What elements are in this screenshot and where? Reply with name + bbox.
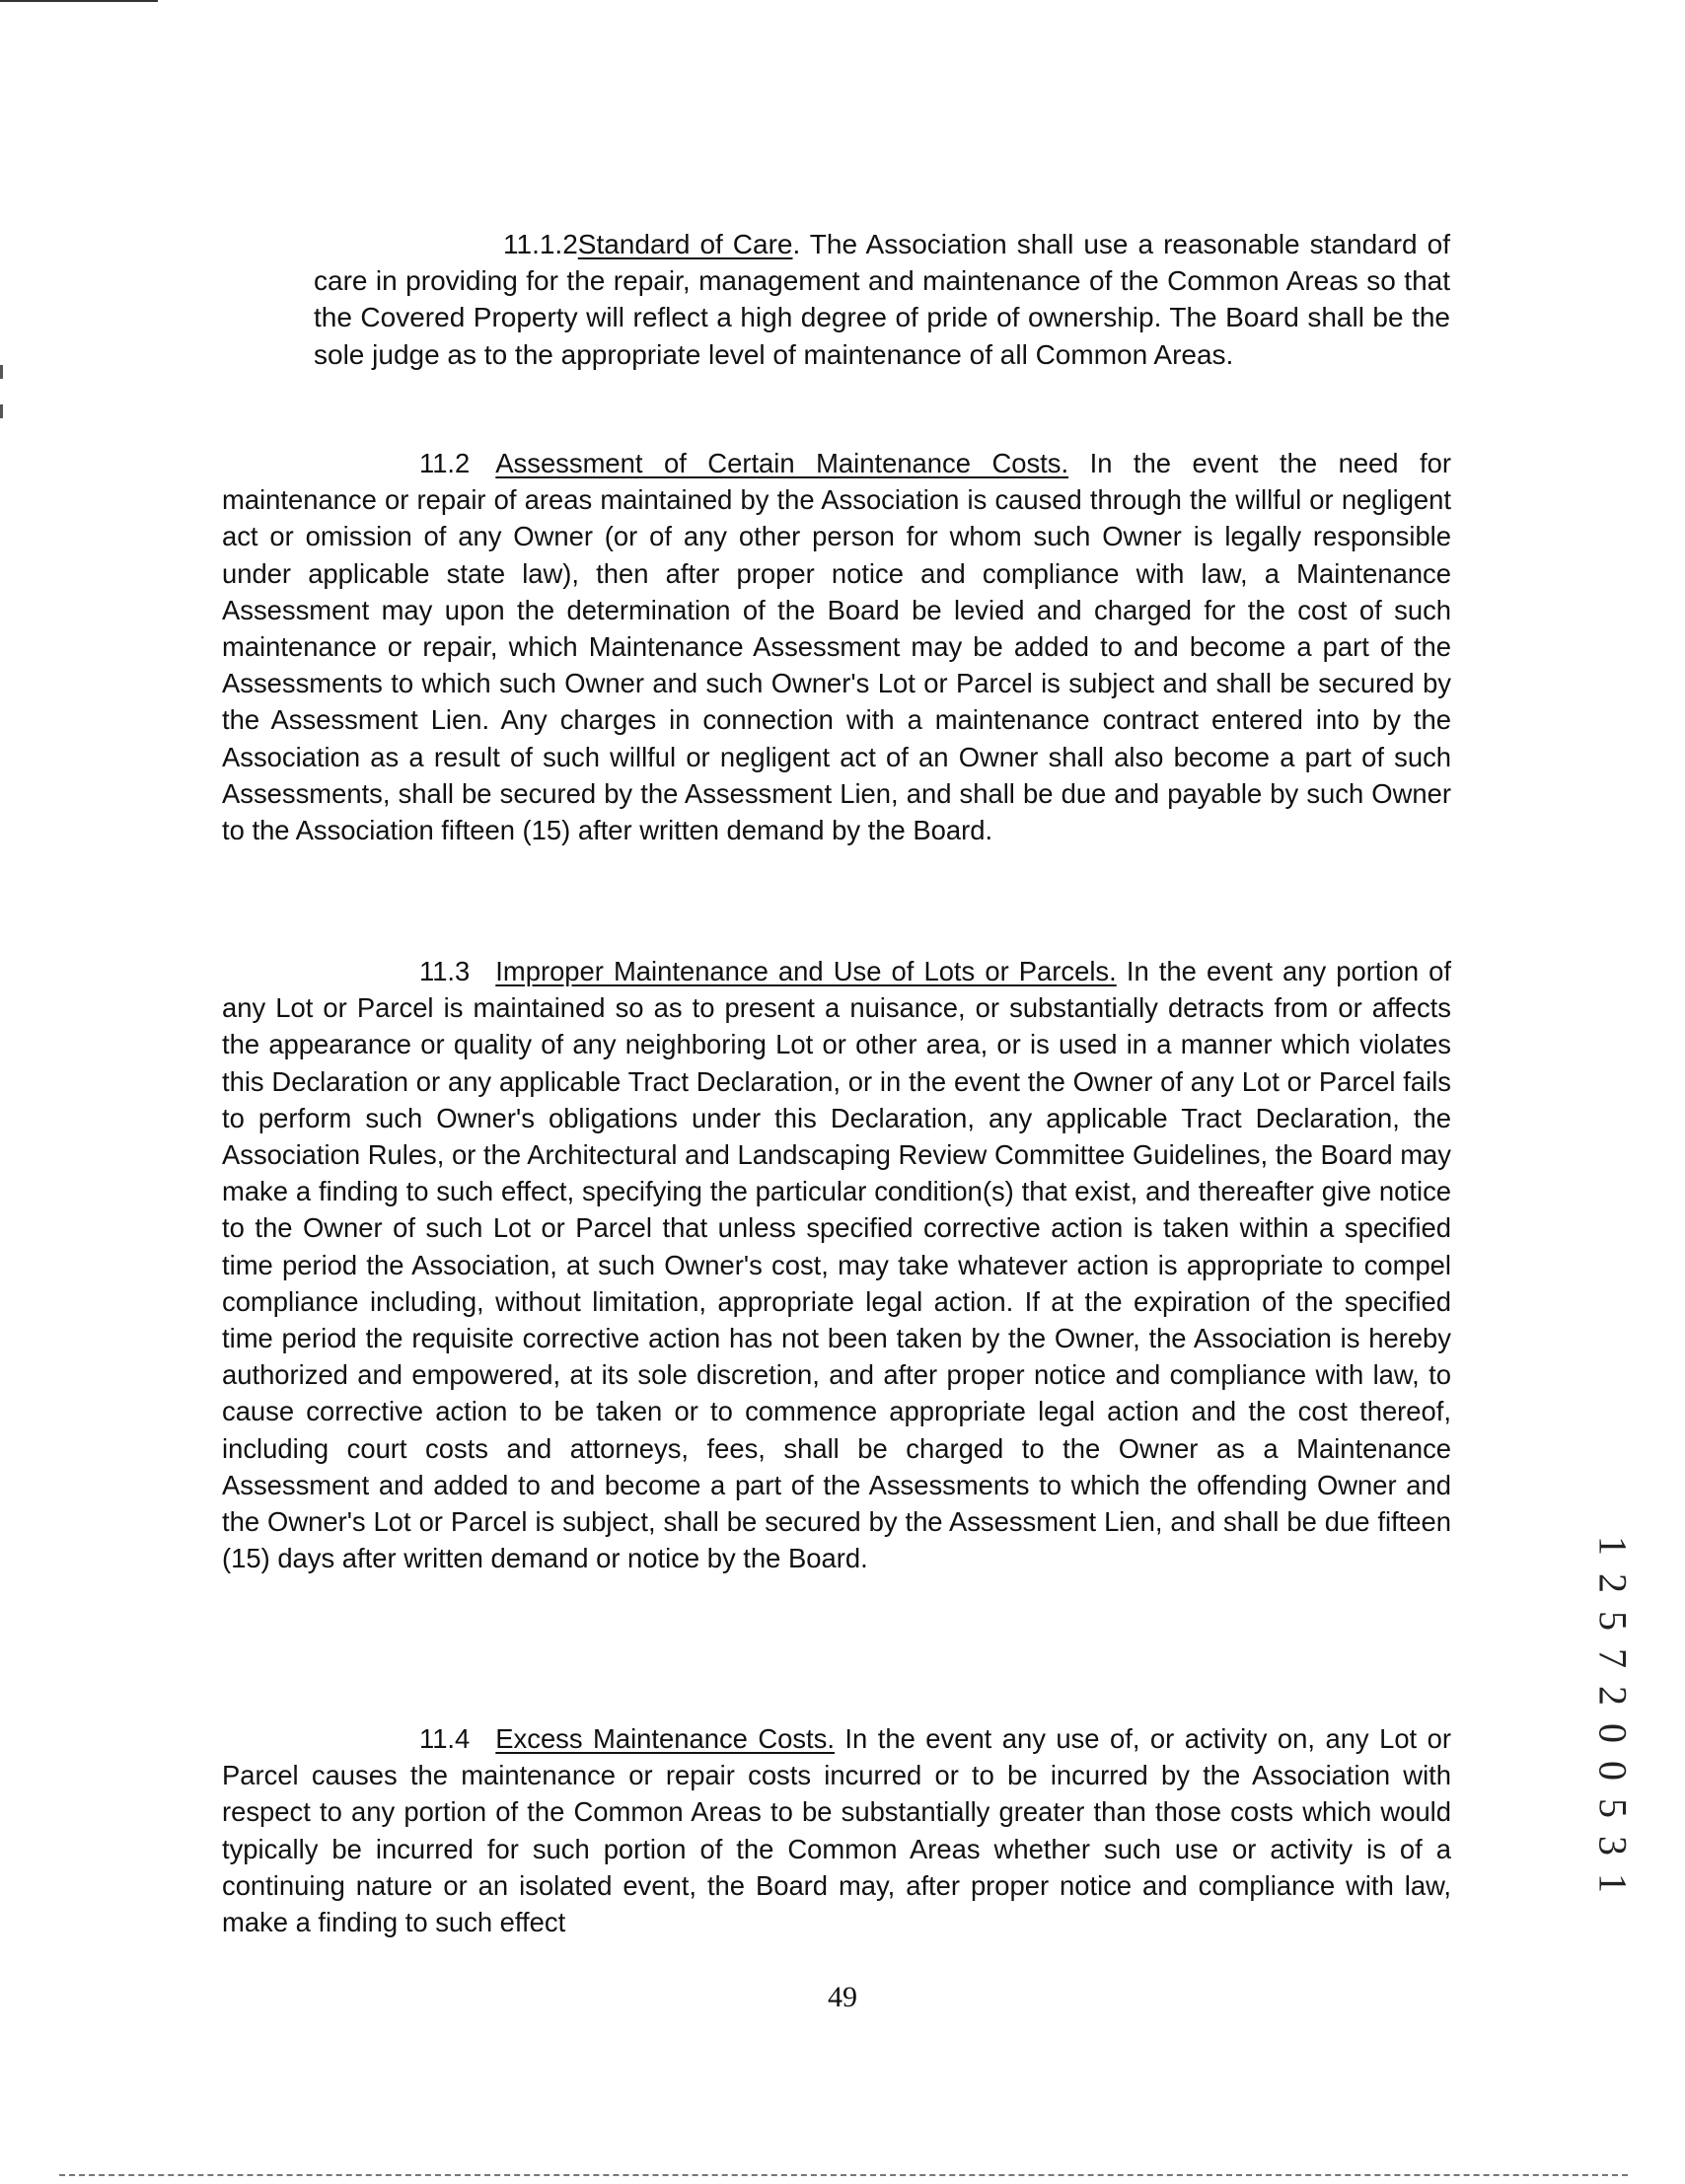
- recording-number: [1583, 1536, 1643, 1897]
- section-number: 11.3: [419, 956, 471, 986]
- section-11-4: [222, 1720, 1451, 1940]
- section-11-1-2: [314, 226, 1450, 373]
- section-heading: Excess Maintenance Costs.: [495, 1723, 835, 1754]
- section-heading: Improper Maintenance and Use of Lots or Parcels.: [495, 956, 1117, 986]
- section-body: In the event any use of, or activity on, any Lot or Parcel causes the maintenance or repair costs incurred or to be incurred by the Association with respect to any portion of the Common Areas to be substantially greater than those costs which would typically be incurred for such portion of the Common Areas whether such use or activity is of a continuing nature or an isolated event, the Board may, after proper notice and compliance with law, make a finding to such effect: [222, 1723, 1451, 1938]
- section-11-3: [222, 953, 1451, 1576]
- section-heading: Assessment of Certain Maintenance Costs.: [495, 448, 1069, 478]
- section-number: 11.1.2: [503, 229, 578, 259]
- scan-edge-mark: [59, 2174, 1628, 2178]
- section-number: 11.2: [419, 448, 471, 478]
- scan-edge-mark: [0, 0, 158, 2]
- scan-edge-mark: [0, 365, 3, 379]
- scan-edge-mark: [0, 404, 3, 418]
- section-heading: Standard of Care: [577, 229, 793, 259]
- page-number: 49: [828, 1981, 857, 2013]
- recording-number-text: 1 2 5 7 2 0 0 5 3 1: [1590, 1536, 1636, 1897]
- section-body: The Association shall use a reasonable standard of care in providing for the repair, management and maintenance of the Common Areas so that the Covered Property will reflect a high degree of pride of ownership. The Board shall be the sole judge as to the appropriate level of maintenance of all Common Areas.: [314, 229, 1450, 370]
- section-body: In the event any portion of any Lot or Parcel is maintained so as to present a nuisance, or substantially detracts from or affects the appearance or quality of any neighboring Lot or other area, or is used in a manner which violates this Declaration or any applicable Tract Declaration, or in the event the Owner of any Lot or Parcel fails to perform such Owner's obligations under this Declaration, any applicable Tract Declaration, the Association Rules, or the Architectural and Landscaping Review Committee Guidelines, the Board may make a finding to such effect, specifying the particular condition(s) that exist, and thereafter give notice to the Owner of such Lot or Parcel that unless specified corrective action is taken within a specified time period the Association, at such Owner's cost, may take whatever action is appropriate to compel compliance including, without limitation, appropriate legal action. If at the expiration of the specified time period the requisite corrective action has not been taken by the Owner, the Association is hereby authorized and empowered, at its sole discretion, and after proper notice and compliance with law, to cause corrective action to be taken or to commence appropriate legal action and the cost thereof, including court costs and attorneys, fees, shall be charged to the Owner as a Maintenance Assessment and added to and become a part of the Assessments to which the offending Owner and the Owner's Lot or Parcel is subject, shall be secured by the Assessment Lien, and shall be due fifteen (15) days after written demand or notice by the Board.: [222, 956, 1451, 1574]
- section-11-2: [222, 445, 1451, 848]
- section-heading-punct: .: [792, 229, 801, 259]
- section-number: 11.4: [419, 1723, 471, 1754]
- section-body: In the event the need for maintenance or repair of areas maintained by the Association is caused through the willful or negligent act or omission of any Owner (or of any other person for whom such Owner is legally responsible under applicable state law), then after proper notice and compliance with law, a Maintenance Assessment may upon the determination of the Board be levied and charged for the cost of such maintenance or repair, which Maintenance Assessment may be added to and become a part of the Assessments to which such Owner and such Owner's Lot or Parcel is subject and shall be secured by the Assessment Lien. Any charges in connection with a maintenance contract entered into by the Association as a result of such willful or negligent act of an Owner shall also become a part of such Assessments, shall be secured by the Assessment Lien, and shall be due and payable by such Owner to the Association fifteen (15) after written demand by the Board.: [222, 448, 1451, 846]
